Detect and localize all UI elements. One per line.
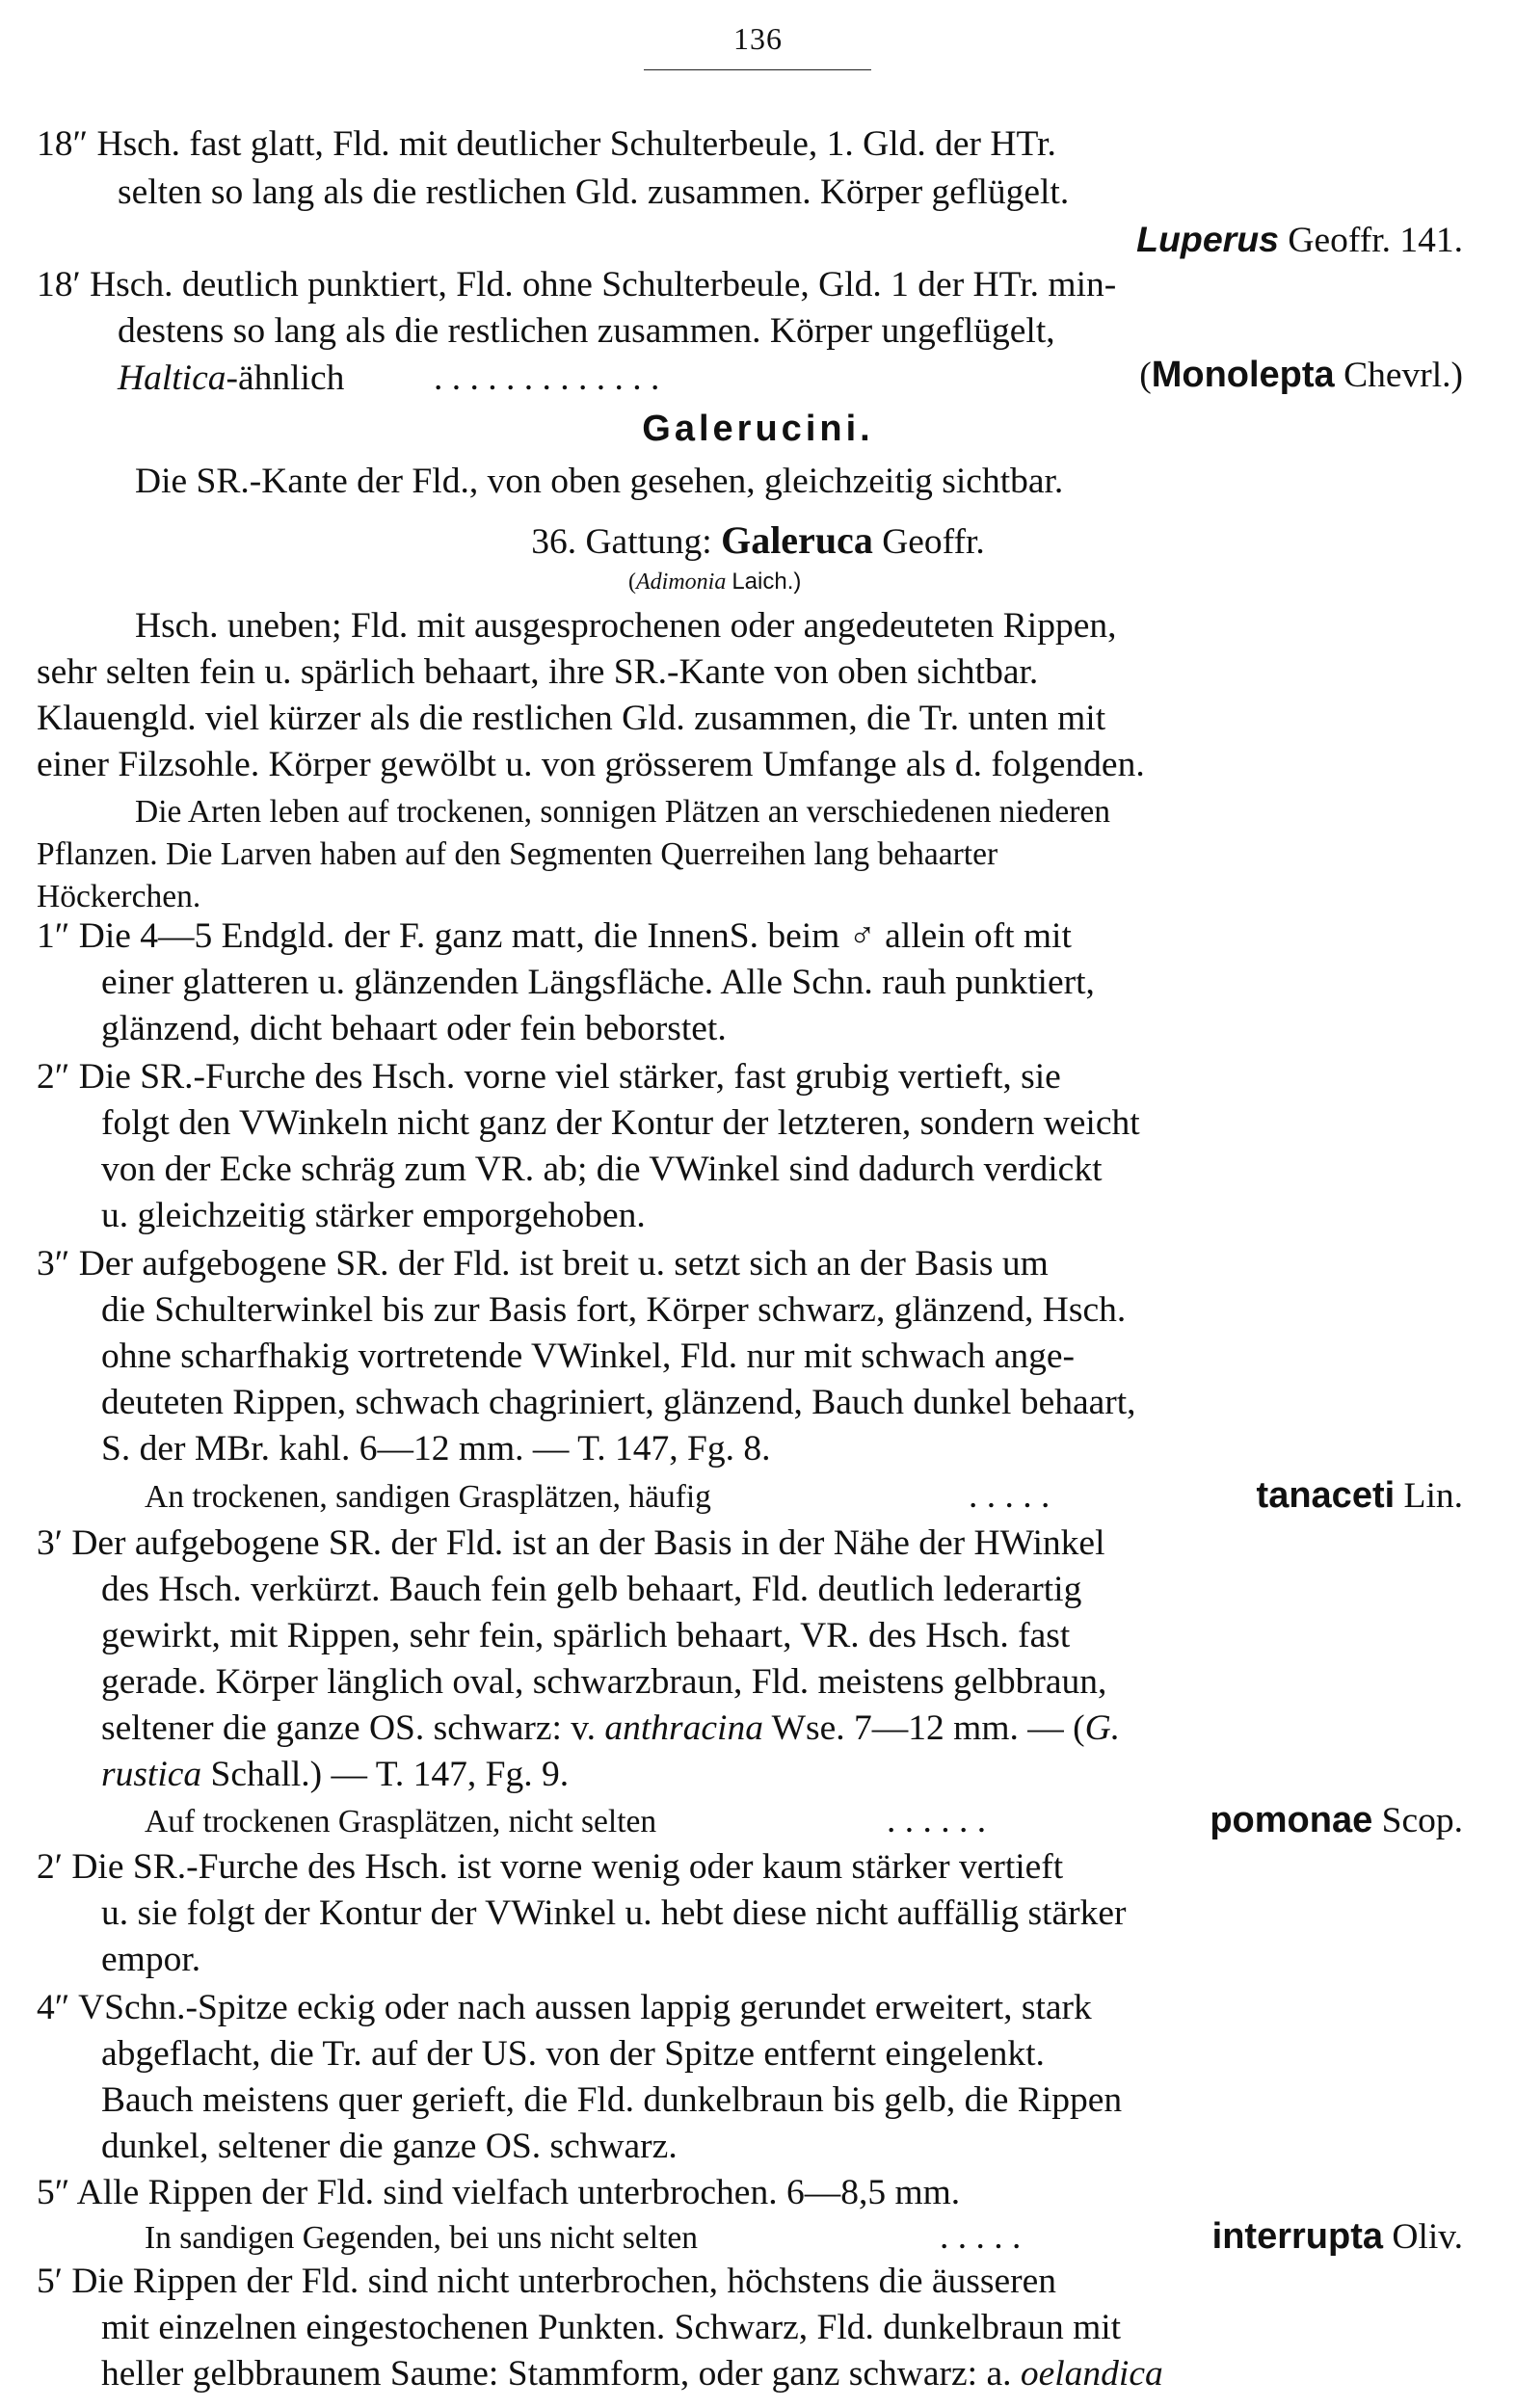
- habitat-line: An trockenen, sandigen Grasplätzen, häufig: [145, 1479, 711, 1515]
- text-line: 18′ Hsch. deutlich punktiert, Fld. ohne Schulterbeule, Gld. 1 der HTr. min-: [37, 265, 1117, 304]
- text-line: Höckerchen.: [37, 879, 201, 914]
- text-line: folgt den VWinkeln nicht ganz der Kontur der letzteren, sondern weicht: [101, 1103, 1140, 1143]
- genus-heading: 36. Gattung: Galeruca Geoffr.: [531, 518, 985, 562]
- text-line: u. sie folgt der Kontur der VWinkel u. hebt diese nicht auffällig stärker: [101, 1893, 1127, 1933]
- taxon-author: Lin.: [1403, 1476, 1463, 1516]
- taxon-monolepta: (Monolepta Chevrl.): [1139, 355, 1463, 395]
- taxon-luperus: [1136, 219, 1463, 261]
- text-line: u. gleichzeitig stärker emporgehoben.: [101, 1196, 646, 1235]
- key-couplet-line: 1″ Die 4—5 Endgld. der F. ganz matt, die InnenS. beim ♂ allein oft mit: [37, 916, 1072, 956]
- haltica-line: [118, 357, 344, 399]
- text-line: dunkel, seltener die ganze OS. schwarz.: [101, 2127, 678, 2166]
- text-line: S. der MBr. kahl. 6—12 mm. — T. 147, Fg. 8.: [101, 1429, 771, 1469]
- leader-dots: . . . . . . . . . . . . .: [434, 358, 660, 398]
- leader-dots: . . . . .: [940, 2217, 1022, 2257]
- leader-dots: . . . . . .: [887, 1801, 987, 1840]
- taxon-author: Oliv.: [1392, 2217, 1463, 2257]
- text-line: die Schulterwinkel bis zur Basis fort, Körper schwarz, glänzend, Hsch.: [101, 1290, 1127, 1330]
- taxon-tanaceti: [1257, 1475, 1463, 1518]
- text-line: des Hsch. verkürzt. Bauch fein gelb behaart, Fld. deutlich lederartig: [101, 1570, 1082, 1609]
- text-line: mit einzelnen eingestochenen Punkten. Schwarz, Fld. dunkelbraun mit: [101, 2308, 1122, 2347]
- text-line: abgeflacht, die Tr. auf der US. von der Spitze entfernt eingelenkt.: [101, 2034, 1045, 2074]
- taxon-name: Monolepta: [1151, 355, 1335, 395]
- text-line: sehr selten fein u. spärlich behaart, ihre SR.-Kante von oben sichtbar.: [37, 652, 1039, 692]
- leader-dots: . . . . .: [969, 1476, 1051, 1516]
- text-line: gewirkt, mit Rippen, sehr fein, spärlich behaart, VR. des Hsch. fast: [101, 1616, 1071, 1655]
- text-line: einer glatteren u. glänzenden Längsfläche. Alle Schn. rauh punktiert,: [101, 963, 1095, 1002]
- text-line: Die SR.-Kante der Fld., von oben gesehen, gleichzeitig sichtbar.: [135, 462, 1064, 501]
- key-couplet-line: 4″ VSchn.-Spitze eckig oder nach aussen lappig gerundet erweitert, stark: [37, 1988, 1092, 2027]
- text-line: von der Ecke schräg zum VR. ab; die VWinkel sind dadurch verdickt: [101, 1150, 1103, 1189]
- genus-synonym: (Adimonia Laich.): [628, 569, 802, 595]
- text-line: deuteten Rippen, schwach chagriniert, glänzend, Bauch dunkel behaart,: [101, 1383, 1136, 1422]
- text-line: Bauch meistens quer gerieft, die Fld. dunkelbraun bis gelb, die Rippen: [101, 2080, 1123, 2120]
- text-line: empor.: [101, 1940, 201, 1979]
- page-number-rule: [644, 69, 871, 70]
- taxon-name: tanaceti: [1256, 1475, 1396, 1516]
- text-line: seltener die ganze OS. schwarz: v. anthracina Wse. 7—12 mm. — (G.: [101, 1708, 1121, 1748]
- text-line: Die Arten leben auf trockenen, sonnigen Plätzen an verschiedenen niederen: [135, 794, 1111, 830]
- text-line: destens so lang als die restlichen zusammen. Körper ungeflügelt,: [118, 311, 1055, 351]
- taxon-pomonae: [1210, 1800, 1463, 1842]
- taxon-author: Geoffr. 141.: [1288, 221, 1463, 260]
- text-line: heller gelbbraunem Saume: Stammform, oder ganz schwarz: a. oelandica: [101, 2354, 1163, 2394]
- key-couplet-line: 3′ Der aufgebogene SR. der Fld. ist an der Basis in der Nähe der HWinkel: [37, 1523, 1105, 1563]
- text-line: selten so lang als die restlichen Gld. zusammen. Körper geflügelt.: [118, 172, 1070, 212]
- text-line: Pflanzen. Die Larven haben auf den Segmenten Querreihen lang behaarter: [37, 836, 998, 872]
- text-line: glänzend, dicht behaart oder fein beborstet.: [101, 1009, 727, 1048]
- text-line: einer Filzsohle. Körper gewölbt u. von grösserem Umfange als d. folgenden.: [37, 745, 1145, 784]
- genus-name: Galeruca: [721, 518, 873, 562]
- key-couplet-line: 5″ Alle Rippen der Fld. sind vielfach unterbrochen. 6—8,5 mm.: [37, 2173, 961, 2212]
- taxon-author: Scop.: [1381, 1801, 1463, 1840]
- haltica-name: Haltica: [118, 358, 226, 398]
- tribe-heading: Galerucini.: [642, 409, 874, 449]
- taxon-name: Luperus: [1136, 219, 1280, 259]
- taxon-name: pomonae: [1210, 1800, 1373, 1840]
- habitat-line: Auf trockenen Grasplätzen, nicht selten: [145, 1804, 657, 1839]
- haltica-suffix: -ähnlich: [226, 358, 345, 398]
- key-couplet-line: 2″ Die SR.-Furche des Hsch. vorne viel stärker, fast grubig vertieft, sie: [37, 1057, 1061, 1097]
- taxon-name: interrupta: [1211, 2216, 1384, 2257]
- text-line: ohne scharfhakig vortretende VWinkel, Fld. nur mit schwach ange-: [101, 1336, 1075, 1376]
- text-line: rustica Schall.) — T. 147, Fg. 9.: [101, 1755, 570, 1794]
- text-line: Hsch. uneben; Fld. mit ausgesprochenen oder angedeuteten Rippen,: [135, 606, 1117, 646]
- text-line: 18″ Hsch. fast glatt, Fld. mit deutlicher Schulterbeule, 1. Gld. der HTr.: [37, 124, 1056, 164]
- page-number: 136: [733, 21, 783, 56]
- key-couplet-line: 2′ Die SR.-Furche des Hsch. ist vorne wenig oder kaum stärker vertieft: [37, 1847, 1064, 1887]
- text-line: gerade. Körper länglich oval, schwarzbraun, Fld. meistens gelbbraun,: [101, 1662, 1107, 1702]
- text-line: Klauengld. viel kürzer als die restlichen Gld. zusammen, die Tr. unten mit: [37, 699, 1106, 738]
- habitat-line: In sandigen Gegenden, bei uns nicht selten: [145, 2220, 698, 2256]
- key-couplet-line: 3″ Der aufgebogene SR. der Fld. ist breit u. setzt sich an der Basis um: [37, 1244, 1049, 1283]
- key-couplet-line: 5′ Die Rippen der Fld. sind nicht unterbrochen, höchstens die äusseren: [37, 2262, 1056, 2301]
- taxon-interrupta: [1212, 2216, 1463, 2259]
- taxon-author: Chevrl.): [1343, 356, 1463, 395]
